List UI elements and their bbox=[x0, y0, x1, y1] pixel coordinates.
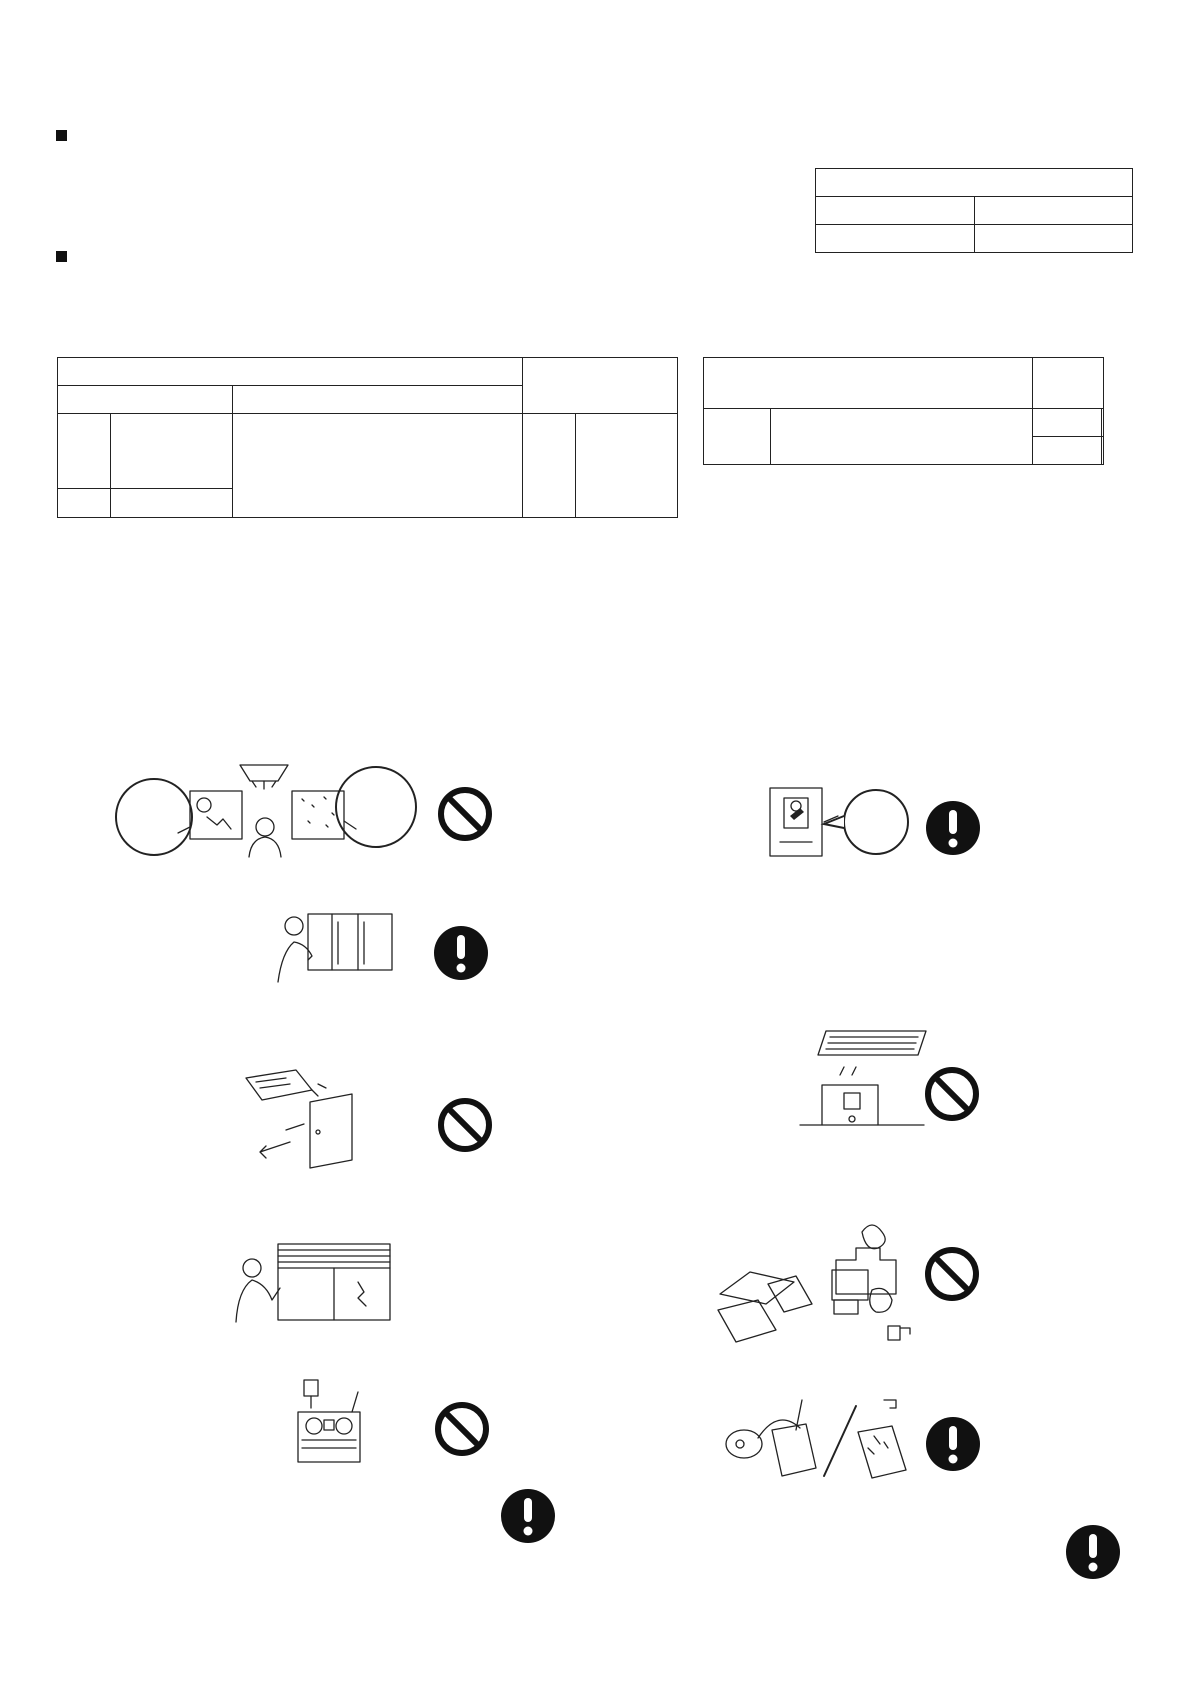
table-cell bbox=[704, 358, 1033, 409]
prohibited-icon bbox=[924, 1066, 980, 1122]
table-cell bbox=[58, 414, 111, 489]
table-cell bbox=[523, 358, 678, 414]
table-cell bbox=[816, 197, 975, 225]
table-cell bbox=[1033, 437, 1102, 465]
section-bullet-1 bbox=[56, 130, 67, 141]
falling-panel-door-illustration bbox=[242, 1068, 362, 1168]
specification-table-right bbox=[703, 357, 1104, 465]
table-cell bbox=[816, 225, 975, 253]
table-cell bbox=[58, 386, 233, 414]
table-cell bbox=[975, 197, 1133, 225]
appliance-under-unit-illustration bbox=[800, 1027, 930, 1139]
table-cell bbox=[1102, 437, 1104, 465]
table-cell bbox=[1102, 409, 1104, 437]
prohibited-icon bbox=[437, 1097, 493, 1153]
table-cell bbox=[1033, 409, 1102, 437]
mandatory-icon bbox=[1065, 1524, 1121, 1580]
table-cell bbox=[111, 414, 233, 489]
table-cell bbox=[233, 414, 523, 518]
mandatory-icon bbox=[925, 800, 981, 856]
breaker-switch-illustration bbox=[768, 786, 913, 858]
prohibited-icon bbox=[437, 786, 493, 842]
mandatory-icon bbox=[433, 925, 489, 981]
table-cell bbox=[1033, 358, 1104, 409]
shutter-window-illustration bbox=[234, 1242, 394, 1324]
table-cell bbox=[523, 414, 576, 518]
specification-table-main bbox=[57, 357, 678, 518]
prohibited-icon bbox=[924, 1246, 980, 1302]
radio-interference-illustration bbox=[296, 1378, 362, 1464]
table-cell bbox=[576, 414, 678, 518]
table-cell bbox=[816, 169, 1133, 197]
table-cell bbox=[58, 489, 111, 518]
table-cell bbox=[58, 358, 523, 386]
table-cell bbox=[111, 489, 233, 518]
section-bullet-2 bbox=[56, 251, 67, 262]
mandatory-icon bbox=[500, 1488, 556, 1544]
filter-cleaning-illustration bbox=[724, 1396, 910, 1480]
sunlight-illustration bbox=[112, 765, 422, 860]
table-cell bbox=[233, 386, 523, 414]
table-cell bbox=[704, 409, 771, 465]
mandatory-icon bbox=[925, 1416, 981, 1472]
flammable-items-illustration bbox=[712, 1214, 924, 1346]
table-cell bbox=[771, 409, 1033, 465]
window-curtain-illustration bbox=[272, 912, 396, 984]
table-cell bbox=[975, 225, 1133, 253]
prohibited-icon bbox=[434, 1401, 490, 1457]
specification-table-small bbox=[815, 168, 1133, 253]
